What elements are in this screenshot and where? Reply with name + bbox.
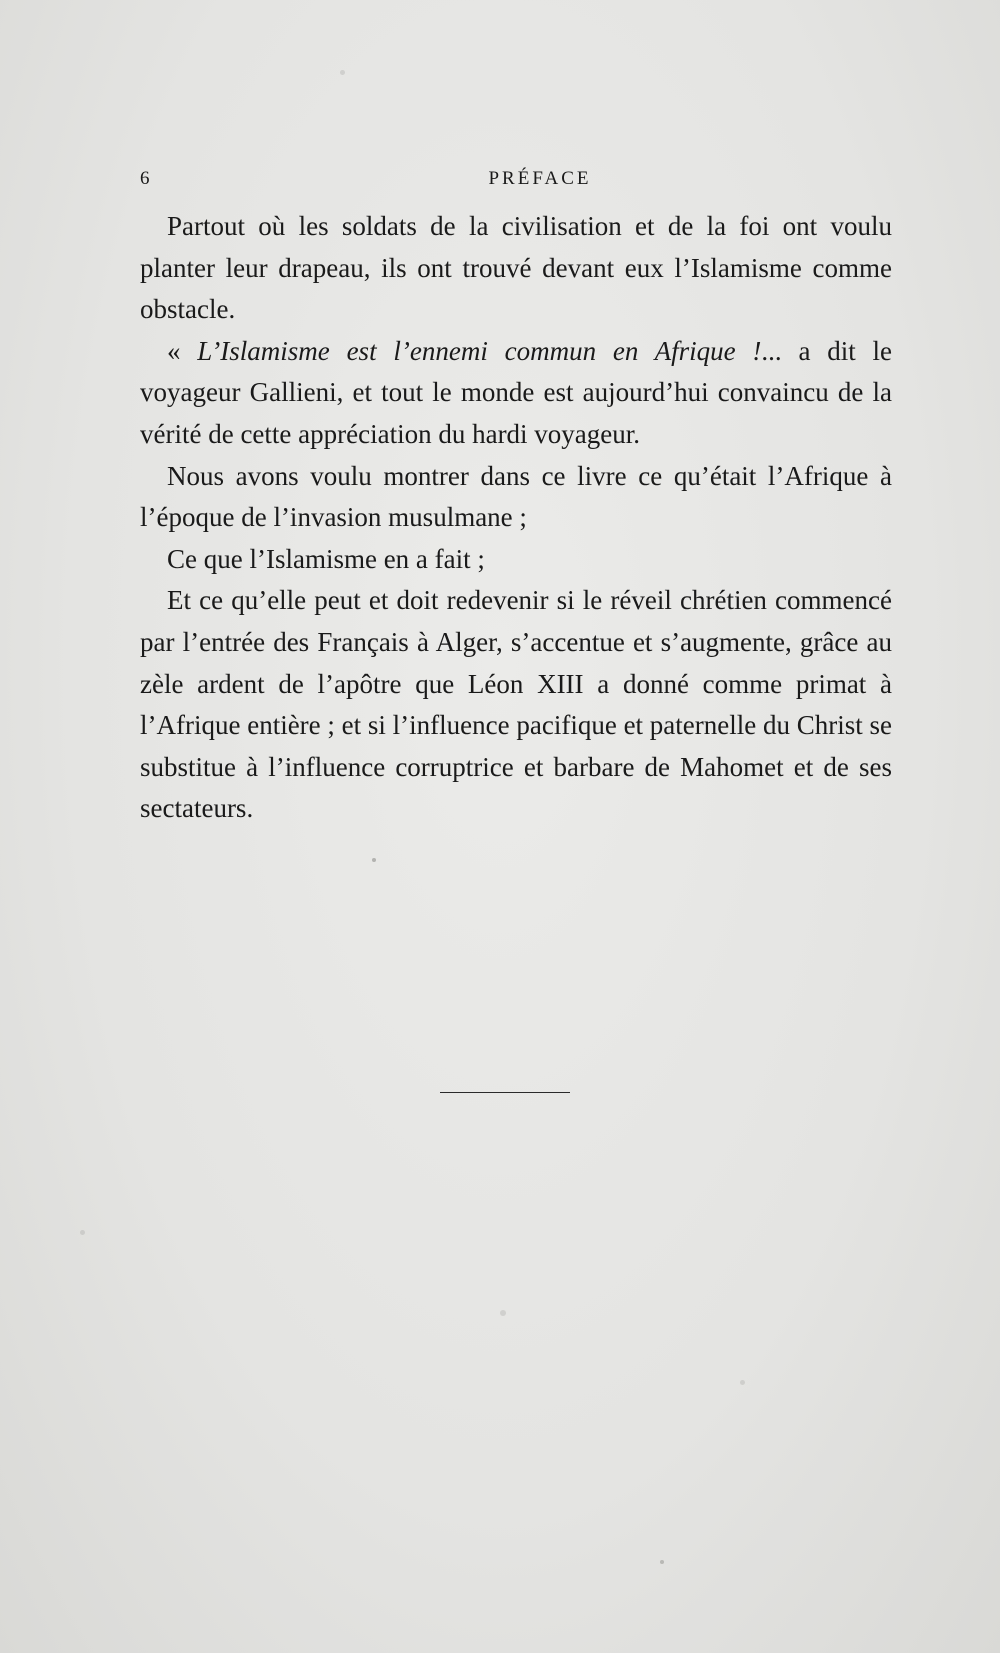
paragraph-3 xyxy=(140,456,892,539)
quotation-italic: L’Islamisme est l’ennemi commun en Afrique ! xyxy=(197,335,762,366)
paper-speck xyxy=(500,1310,506,1316)
paragraph-5 xyxy=(140,580,892,830)
paper-speck xyxy=(80,1230,85,1235)
running-head xyxy=(140,168,900,198)
running-title: PRÉFACE xyxy=(488,168,592,189)
section-end-rule xyxy=(440,1092,570,1093)
paragraph-text: Ce que l’Islamisme en a fait ; xyxy=(167,543,485,574)
paragraph-2 xyxy=(140,331,892,456)
open-quote: « xyxy=(167,335,198,366)
paper-speck xyxy=(372,858,376,862)
page-number: 6 xyxy=(140,168,150,189)
paragraph-4 xyxy=(140,539,892,581)
paper-speck xyxy=(340,70,345,75)
paragraph-text: Nous avons voulu montrer dans ce livre ce qu’était l’Afrique à l’époque de l’invasion musulmane ; xyxy=(140,460,892,533)
paragraph-text: Et ce qu’elle peut et doit redevenir si le réveil chrétien commencé par l’entrée des Français à Alger, s’accentue et s’augmente, grâce au zèle ardent de l’apôtre que Léon XIII a donné comme primat à l’Afrique entière ; et si l’influence pacifique et paternelle du Christ se substitue à l’influence corruptrice et barbare de Mahomet et de ses sectateurs. xyxy=(140,585,892,824)
paragraph-1 xyxy=(140,206,892,331)
preface-text xyxy=(140,206,892,830)
paper-speck xyxy=(660,1560,664,1564)
paper-speck xyxy=(740,1380,745,1385)
paragraph-text: Partout où les soldats de la civilisation et de la foi ont voulu planter leur drapeau, ils ont trouvé devant eux l’Islamisme comme obstacle. xyxy=(140,211,892,325)
paragraph-text: ... a dit le voyageur Gallieni, et tout le monde est aujourd’hui convaincu de la vérité de cette appréciation du hardi voyageur. xyxy=(140,335,893,449)
